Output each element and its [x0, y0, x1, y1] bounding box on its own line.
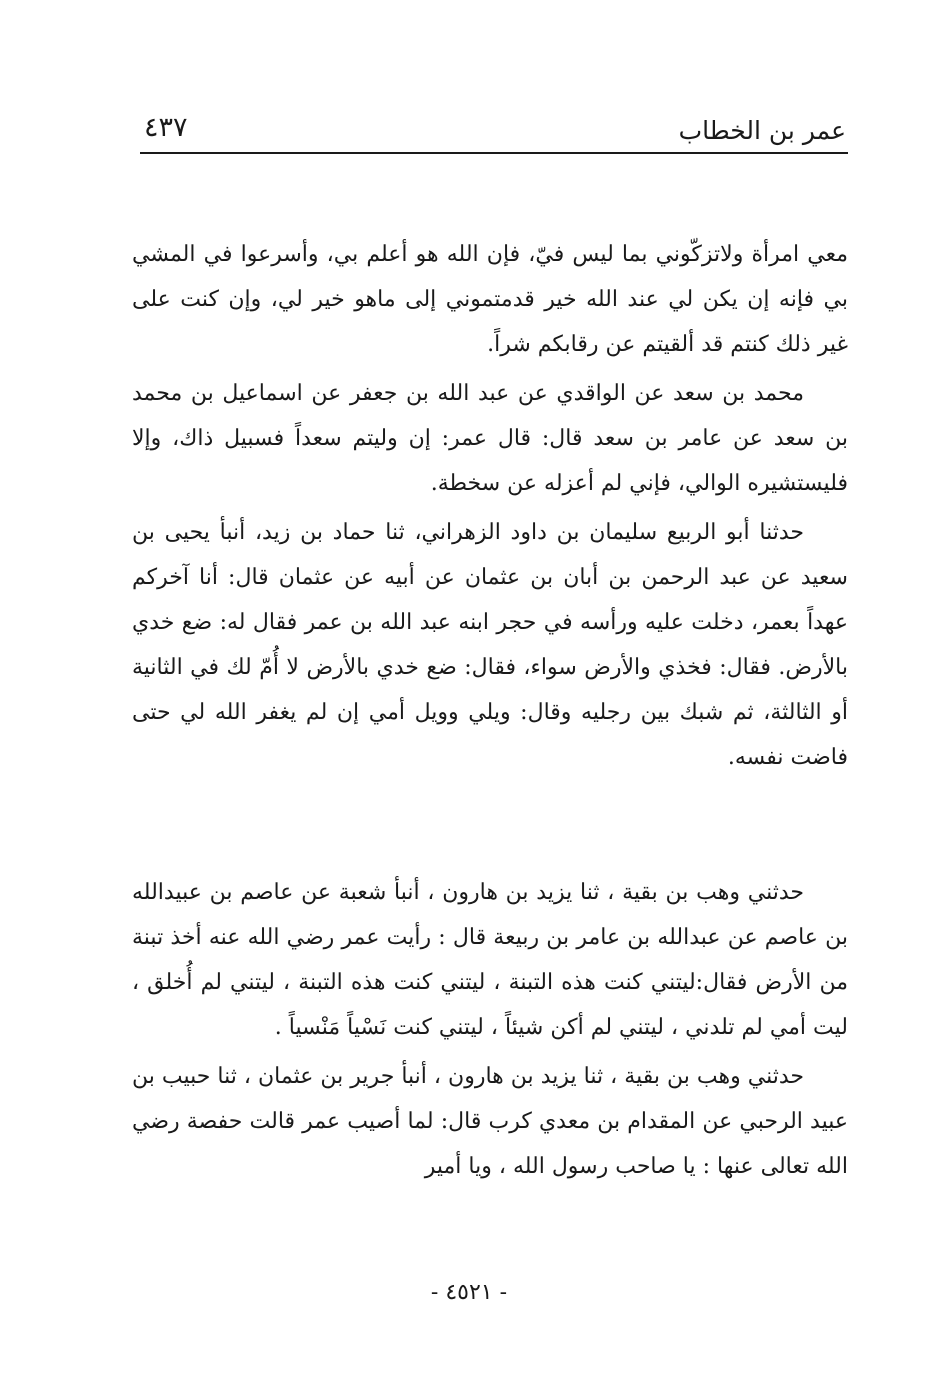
page-number: ٤٣٧ [144, 112, 188, 143]
running-title: عمر بن الخطاب [678, 116, 846, 145]
page-footer: - ٤٥٢١ - [430, 1280, 508, 1305]
paragraph: حدثنا أبو الربيع سليمان بن داود الزهراني، ثنا حماد بن زيد، أنبأ يحيى بن سعيد عن عبد الرحمن بن أبان بن عثمان عن أبيه عن عثمان قال: أنا آخركم عهداً بعمر، دخلت عليه ورأسه في حجر ابنه عبد الله بن عمر فقال له: ضع خدي بالأرض. فقال: فخذي والأرض سواء، فقال: ضع خدي بالأرض لا أُمّ لك في الثانية أو الثالثة، ثم شبك بين رجليه وقال: ويلي وويل أمي إن لم يغفر الله لي حتى فاضت نفسه. [132, 520, 848, 770]
text-block-lower [132, 870, 848, 1189]
paragraph: محمد بن سعد عن الواقدي عن عبد الله بن جعفر عن اسماعيل بن محمد بن سعد عن عامر بن سعد قال: قال عمر: إن وليتم سعداً فسبيل ذاك، وإلا فليستشيره الوالي، فإني لم أعزله عن سخطة. [132, 381, 848, 496]
paragraph: حدثني وهب بن بقية ، ثنا يزيد بن هارون ، أنبأ شعبة عن عاصم بن عبيدالله بن عاصم عن عبدالله بن عامر بن ربيعة قال : رأيت عمر رضي الله عنه أخذ تبنة من الأرض فقال:ليتني كنت هذه التبنة ، ليتني كنت هذه التبنة ، ليتني لم أُخلق ، ليت أمي لم تلدني ، ليتني لم أكن شيئاً ، ليتني كنت نَسْياً مَنْسياً . [132, 880, 848, 1040]
text-block-upper [132, 232, 848, 780]
header-divider [140, 152, 848, 154]
page-header [140, 108, 848, 154]
paragraph: معي امرأة ولاتزكّوني بما ليس فيّ، فإن الله هو أعلم بي، وأسرعوا في المشي بي فإنه إن يكن لي عند الله خير قدمتموني إلى ماهو خير لي، وإن كنت على غير ذلك كنتم قد ألقيتم عن رقابكم شراً. [132, 242, 848, 357]
paragraph: حدثني وهب بن بقية ، ثنا يزيد بن هارون ، أنبأ جرير بن عثمان ، ثنا حبيب بن عبيد الرحبي عن المقدام بن معدي كرب قال: لما أصيب عمر قالت حفصة رضي الله تعالى عنها : يا صاحب رسول الله ، ويا أمير [132, 1064, 848, 1179]
